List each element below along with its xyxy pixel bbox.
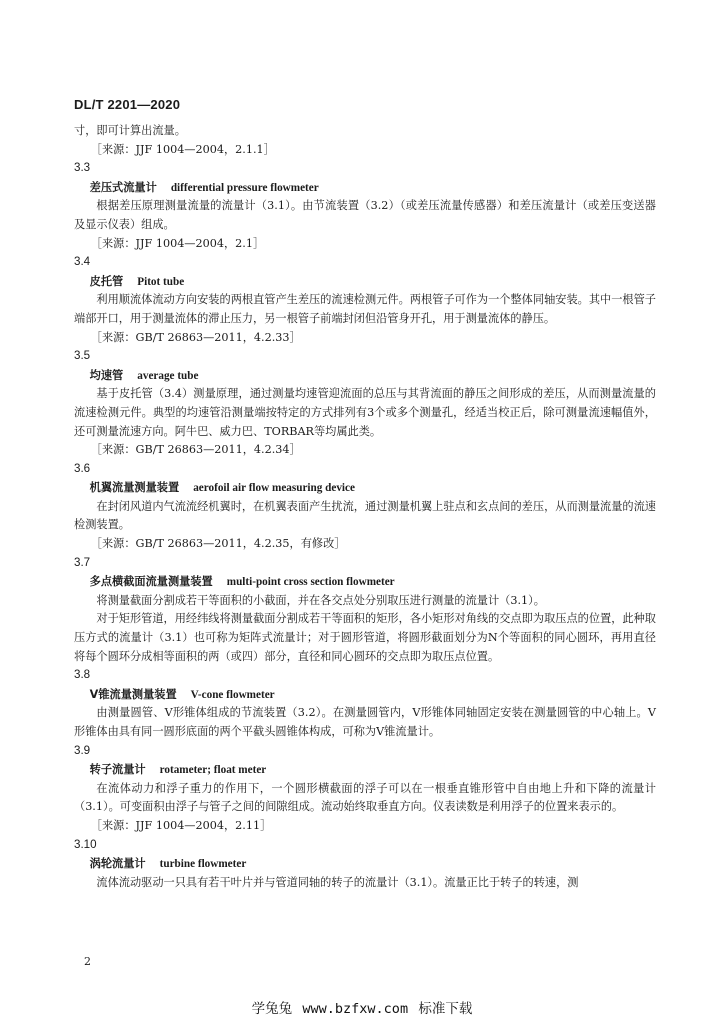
definition-paragraph: 将测量截面分割成若干等面积的小截面，并在各交点处分别取压进行测量的流量计（3.1）。 bbox=[96, 593, 545, 607]
watermark-site-name: 学兔兔 bbox=[251, 1001, 293, 1017]
standard-code: DL/T 2201—2020 bbox=[74, 97, 181, 112]
term-english: differential pressure flowmeter bbox=[170, 181, 319, 194]
definition-paragraph: 在流体动力和浮子重力的作用下，一个圆形横截面的浮子可以在一根垂直锥形管中自由地上升和下降的流量计（3.1）。可变面积由浮子与管子之间的间隙组成。流动始终取垂直方向。仪表读数是利用浮子的位置来表示的。 bbox=[74, 781, 656, 814]
definition-paragraph: 利用顺流体流动方向安装的两根直管产生差压的流速检测元件。两根管子可作为一个整体同轴安装。其中一根管子端部开口，用于测量流体的滞止压力，另一根管子前端封闭但沿管身开孔，用于测量流体的静压。 bbox=[74, 293, 656, 325]
intro-source: ［来源：JJF 1004—2004，2.1.1］ bbox=[90, 142, 275, 156]
term-english: multi-point cross section flowmeter bbox=[226, 576, 395, 589]
definition-paragraph: 由测量圆管、V形锥体组成的节流装置（3.2）。在测量圆管内，V形锥体同轴固定安装在测量圆管的中心轴上。V形锥体由具有同一圆形底面的两个平截头圆锥体构成，可称为V锥流量计。 bbox=[74, 706, 656, 738]
entry-number: 3.4 bbox=[74, 255, 91, 269]
term-chinese: 均速管 bbox=[89, 368, 124, 382]
entry-term bbox=[74, 685, 656, 705]
definition-paragraph: 在封闭风道内气流流经机翼时，在机翼表面产生扰流，通过测量机翼上驻点和玄点间的差压，从而测量流量的流速检测装置。 bbox=[74, 499, 656, 532]
source-citation: ［来源：JJF 1004—2004，2.11］ bbox=[90, 818, 272, 832]
entry-number: 3.8 bbox=[74, 668, 91, 682]
page-number: 2 bbox=[84, 955, 91, 968]
source-citation: ［来源：GB/T 26863—2011，4.2.33］ bbox=[90, 330, 301, 344]
term-english: rotameter; float meter bbox=[159, 764, 267, 777]
entry-number: 3.6 bbox=[74, 461, 91, 475]
entry-number: 3.7 bbox=[74, 555, 91, 569]
source-citation: ［来源：GB/T 26863—2011，4.2.35，有修改］ bbox=[90, 537, 346, 551]
entry-term bbox=[74, 760, 656, 780]
entry-number: 3.3 bbox=[74, 161, 91, 175]
entry-number: 3.10 bbox=[74, 837, 97, 851]
download-watermark bbox=[0, 997, 724, 1017]
watermark-url[interactable]: www.bzfxw.com bbox=[302, 1001, 409, 1017]
term-chinese: 多点横截面流量测量装置 bbox=[89, 575, 213, 589]
term-english: Pitot tube bbox=[137, 275, 185, 288]
entry-number: 3.5 bbox=[74, 349, 91, 363]
definition-paragraph: 基于皮托管（3.4）测量原理，通过测量均速管迎流面的总压与其背流面的静压之间形成的差压，从而测量流量的流速检测元件。典型的均速管沿测量端按特定的方式排列有3个或多个测量孔，经适当校正后，除可测量流速幅值外，还可测量流速方向。阿牛巴、威力巴、TORBAR等均属此类。 bbox=[74, 387, 656, 438]
source-citation: ［来源：GB/T 26863—2011，4.2.34］ bbox=[90, 443, 301, 457]
source-citation: ［来源：JJF 1004—2004，2.1］ bbox=[90, 236, 265, 250]
entry-number: 3.9 bbox=[74, 743, 91, 757]
entry-term bbox=[74, 178, 656, 198]
term-chinese: 涡轮流量计 bbox=[89, 857, 146, 871]
page-content bbox=[74, 122, 656, 892]
entry-term bbox=[74, 366, 656, 386]
definition-paragraph: 根据差压原理测量流量的流量计（3.1）。由节流装置（3.2）（或差压流量传感器）和差压流量计（或差压变送器及显示仪表）组成。 bbox=[74, 199, 656, 231]
entry-term bbox=[74, 572, 656, 592]
watermark-label: 标准下载 bbox=[418, 1001, 473, 1017]
entry-term bbox=[74, 478, 656, 498]
term-chinese: 机翼流量测量装置 bbox=[89, 481, 180, 495]
entry-term bbox=[74, 854, 656, 874]
intro-text: 寸，即可计算出流量。 bbox=[74, 124, 186, 137]
term-chinese: 转子流量计 bbox=[89, 763, 146, 777]
definition-paragraph: 对于矩形管道，用经纬线将测量截面分割成若干等面积的矩形，各小矩形对角线的交点即为取压点的位置，此种取压方式的流量计（3.1）也可称为矩阵式流量计；对于圆形管道，将圆形截面划分为N个等面积的同心圆环，再用直径将每个圆环分成相等面积的两（或四）部分，直径和同心圆环的交点即为取压点位置。 bbox=[74, 612, 656, 663]
term-chinese: 差压式流量计 bbox=[89, 180, 157, 194]
term-english: V-cone flowmeter bbox=[190, 688, 275, 701]
term-english: turbine flowmeter bbox=[159, 858, 247, 871]
term-chinese: 皮托管 bbox=[89, 274, 124, 288]
term-english: average tube bbox=[137, 369, 199, 382]
entry-term bbox=[74, 272, 656, 292]
term-entries bbox=[74, 159, 656, 892]
term-chinese: V锥流量测量装置 bbox=[89, 687, 177, 701]
definition-paragraph: 流体流动驱动一只具有若干叶片并与管道同轴的转子的流量计（3.1）。流量正比于转子的转速，测 bbox=[96, 875, 579, 889]
term-english: aerofoil air flow measuring device bbox=[193, 482, 355, 495]
